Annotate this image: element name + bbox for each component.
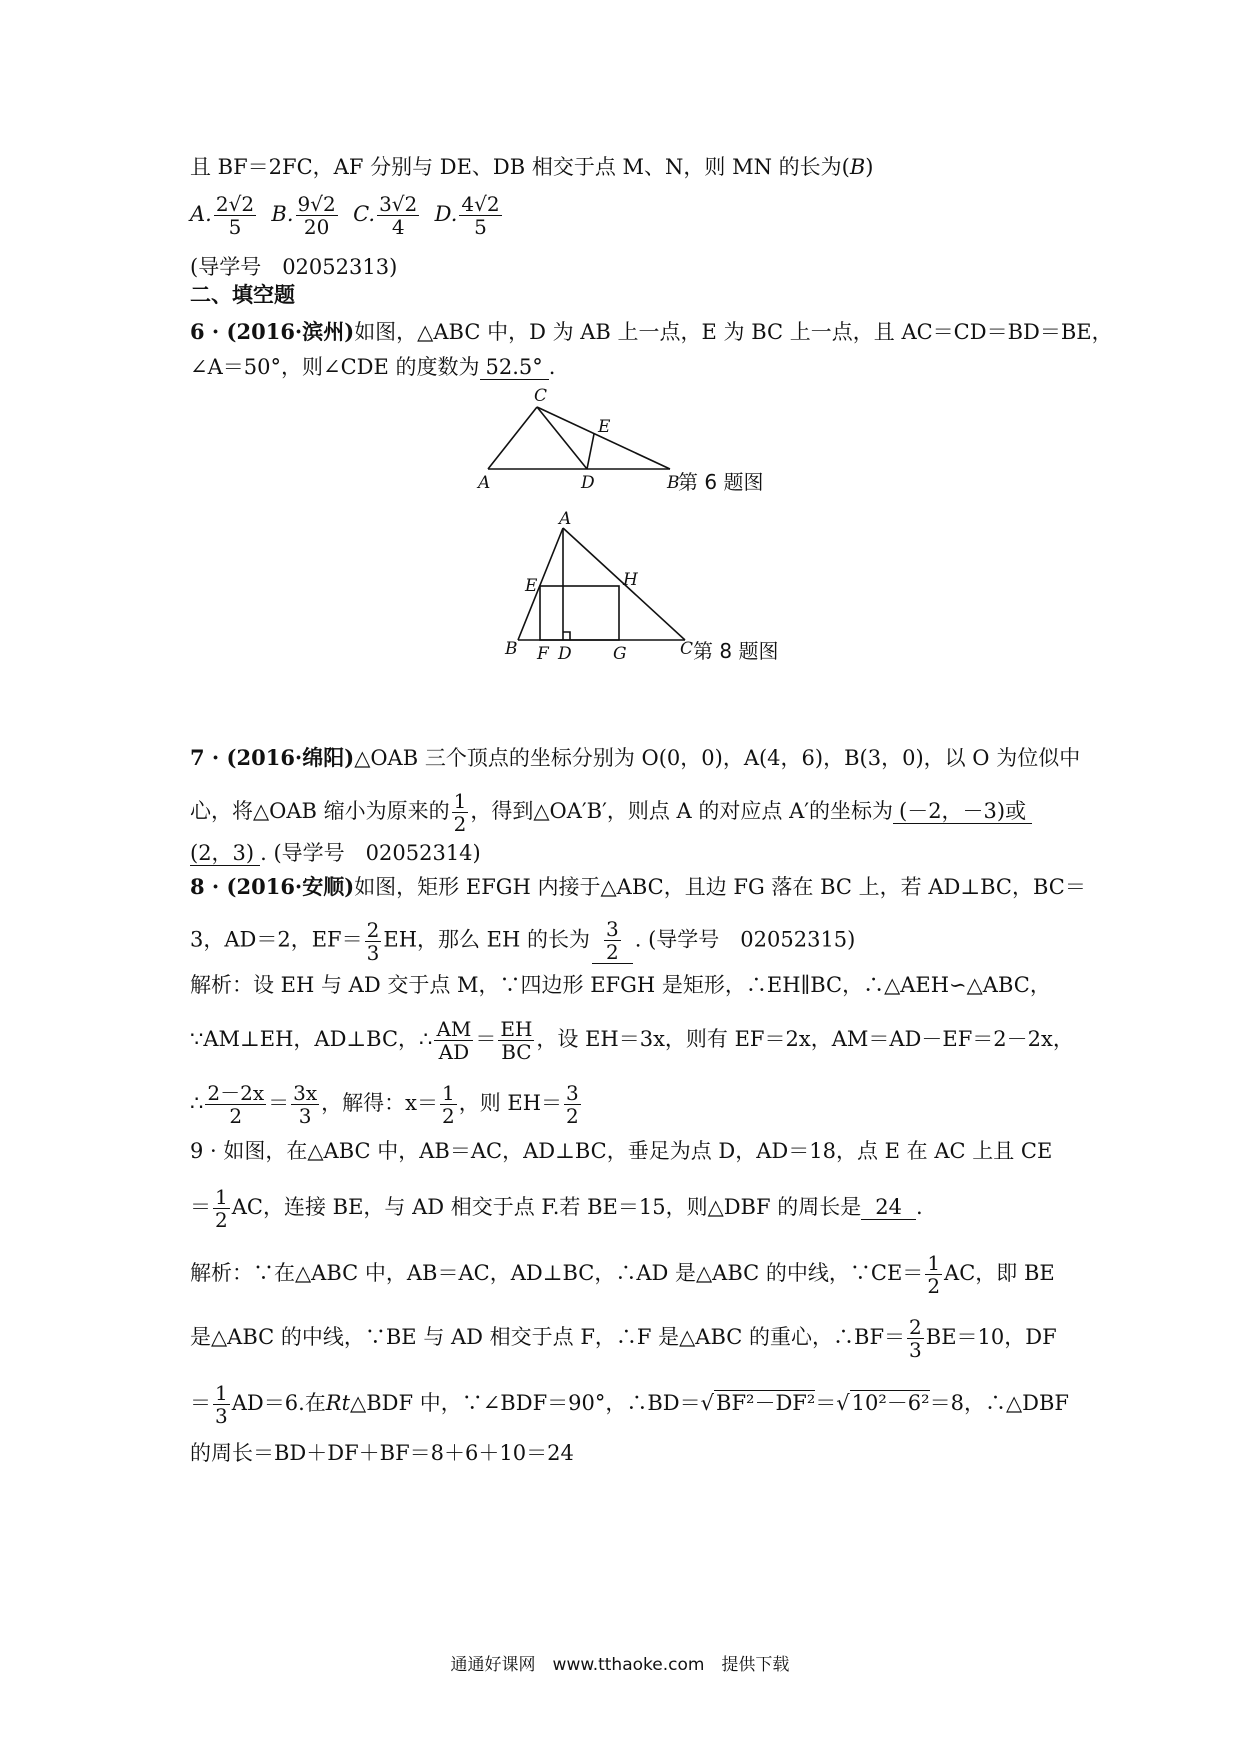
q8-line1 <box>190 872 1086 902</box>
q8-sol3-text-c: ，则 EH＝ <box>458 1091 563 1115</box>
q5-close: ) <box>865 155 874 179</box>
q9-line1: 9 · 如图，在△ABC 中，AB＝AC，AD⊥BC，垂足为点 D，AD＝18，点 E 在 AC 上且 CE <box>190 1139 1053 1163</box>
q8-answer: $\frac{3}{2}$ <box>592 918 633 964</box>
q9-sol3-text-c: △BDF 中，∵∠BDF＝90°，∴BD＝ <box>350 1391 701 1415</box>
q9-sol3-text-a: ＝ <box>190 1391 211 1415</box>
option-d-letter: D. <box>434 202 458 226</box>
q8-sol3-frac1: $\frac{2-2x}{2}$ <box>207 1081 265 1128</box>
q9-sol3-rt: Rt <box>325 1391 351 1415</box>
fig8-point-d: D <box>558 644 572 664</box>
q9-line2 <box>190 1186 923 1231</box>
option-c-letter: C. <box>353 202 376 226</box>
q8-line2 <box>190 918 855 964</box>
fig6-point-e: E <box>598 417 611 437</box>
q8-sol2-eq: ＝ <box>475 1027 497 1051</box>
q9-sol3: ＝ $\frac{1}{3}$ AD＝6.在Rt△BDF 中，∵∠BDF＝90°，∴BD＝√BF²－DF²＝√10²－6²＝8，∴△DBF <box>190 1381 1069 1428</box>
q6-text1: 如图，△ABC 中，D 为 AB 上一点，E 为 BC 上一点，且 AC＝CD＝BD＝BE， <box>354 320 1113 344</box>
q7-line2 <box>190 790 1032 835</box>
fig8-label: 第 8 题图 <box>693 639 779 663</box>
q9-answer: 24 <box>861 1195 916 1220</box>
fig6-point-d: D <box>581 473 595 493</box>
q8-sol2 <box>190 1018 1074 1063</box>
q8-sol2-frac1: $\frac{AM}{AD}$ <box>436 1017 472 1064</box>
fig8-point-f: F <box>537 644 549 664</box>
q9-sol1-frac: $\frac{1}{2}$ <box>927 1251 941 1298</box>
option-a-fraction: $\frac{2√2}{5}$ <box>215 192 255 239</box>
q6-line1 <box>190 317 1113 347</box>
fig6-point-a: A <box>478 473 491 493</box>
q8-sol2-text-a: ∵AM⊥EH，AD⊥BC，∴ <box>190 1027 433 1051</box>
q8-guide: . (导学号 02052315) <box>634 927 856 952</box>
q9-sol3-sqrt1: BF²－DF² <box>716 1391 816 1415</box>
figure-6 <box>470 385 810 495</box>
q7-guide: . (导学号 02052314) <box>260 841 481 865</box>
q9-sol3-sqrt2: 10²－6² <box>851 1391 930 1415</box>
fig6-label: 第 6 题图 <box>678 470 764 494</box>
q7-fraction: $\frac{1}{2}$ <box>453 789 467 836</box>
q9-sol3-text-b: AD＝6.在 <box>231 1391 326 1415</box>
option-d-fraction: $\frac{4√2}{5}$ <box>461 192 500 239</box>
q9-sol3-frac: $\frac{1}{3}$ <box>215 1381 228 1428</box>
q9-fraction: $\frac{1}{2}$ <box>215 1185 228 1232</box>
fig8-point-h: H <box>623 570 638 590</box>
fig8-point-e: E <box>525 576 538 596</box>
q5-options <box>190 193 504 238</box>
q8-text2b: EH，那么 EH 的长为 <box>383 927 590 952</box>
q9-sol3-eq: ＝ <box>815 1391 837 1415</box>
q5-text: 且 BF＝2FC，AF 分别与 DE、DB 相交于点 M、N，则 MN 的长为( <box>190 155 850 179</box>
q9-sol1-text-b: AC，即 BE <box>944 1261 1055 1285</box>
fig8-point-a: A <box>559 510 572 529</box>
q9-end: . <box>915 1195 923 1219</box>
q7-line1 <box>190 743 1080 773</box>
q8-sol1: 解析：设 EH 与 AD 交于点 M，∵四边形 EFGH 是矩形，∴EH∥BC，∴△AEH∽△ABC， <box>190 973 1051 997</box>
q9-sol2-text-a: 是△ABC 的中线，∵BE 与 AD 相交于点 F，∴F 是△ABC 的重心，∴BF＝ <box>190 1325 906 1349</box>
q8-fraction-ef: $\frac{2}{3}$ <box>366 917 380 965</box>
option-c-fraction: $\frac{3√2}{4}$ <box>379 192 418 239</box>
q5-guide: (导学号 02052313) <box>190 255 398 279</box>
q9-sol2 <box>190 1316 1057 1361</box>
q8-sol2-frac2: $\frac{EH}{BC}$ <box>500 1017 533 1064</box>
fig6-point-b: B <box>667 473 680 493</box>
q9-text2b: AC，连接 BE，与 AD 相交于点 F.若 BE＝15，则△DBF 的周长是 <box>231 1195 862 1219</box>
fig8-point-b: B <box>505 639 518 659</box>
q8-text2a: 3，AD＝2，EF＝ <box>190 927 363 952</box>
q9-text2a: ＝ <box>190 1195 211 1219</box>
q9-sol2-text-b: BE＝10，DF <box>925 1325 1057 1349</box>
q5-answer: B <box>849 155 866 179</box>
option-b-letter: B. <box>271 202 294 226</box>
q5-line <box>190 152 874 182</box>
q6-text2: ∠A＝50°，则∠CDE 的度数为 <box>190 355 480 379</box>
q8-sol3-eq: ＝ <box>268 1091 290 1115</box>
q8-text1: 如图，矩形 EFGH 内接于△ABC，且边 FG 落在 BC 上，若 AD⊥BC，BC＝ <box>354 875 1086 899</box>
q8-sol3-frac2: $\frac{3x}{3}$ <box>293 1081 318 1128</box>
q7-answer-b: (2，3) <box>190 841 260 866</box>
footer: 通通好课网 www.tthaoke.com 提供下载 <box>450 1655 790 1675</box>
fig8-point-g: G <box>613 644 627 664</box>
figure-8 <box>495 510 795 670</box>
q7-line3 <box>190 838 481 868</box>
q7-answer-a: (－2，－3)或 <box>893 799 1032 824</box>
fig8-point-c: C <box>680 639 694 659</box>
q8-sol3-text-b: ，解得：x＝ <box>321 1091 438 1115</box>
q9-sol1 <box>190 1252 1055 1297</box>
q6-line2: ∠A＝50°，则∠CDE 的度数为 52.5° . <box>190 355 556 379</box>
option-b-fraction: $\frac{9√2}{20}$ <box>297 192 336 239</box>
q8-source: 8 · (2016·安顺) <box>190 874 355 899</box>
q8-sol3-frac4: $\frac{3}{2}$ <box>566 1081 579 1128</box>
q8-sol3 <box>190 1082 583 1127</box>
q9-sol3-text-e: ＝8，∴△DBF <box>929 1391 1069 1415</box>
q7-text2b: ，得到△OA′B′，则点 A 的对应点 A′的坐标为 <box>470 799 893 823</box>
q6-answer: 52.5° <box>480 355 549 380</box>
q8-sol3-frac3: $\frac{1}{2}$ <box>441 1081 455 1128</box>
q8-sol2-text-b: ，设 EH＝3x，则有 EF＝2x，AM＝AD－EF＝2－2x， <box>536 1027 1074 1051</box>
q6-source: 6 · (2016·滨州) <box>190 319 355 344</box>
q8-sol3-text-a: ∴ <box>190 1091 204 1115</box>
q9-sol2-frac: $\frac{2}{3}$ <box>909 1315 922 1362</box>
q7-source: 7 · (2016·绵阳) <box>190 745 355 770</box>
q9-sol1-text-a: 解析：∵在△ABC 中，AB＝AC，AD⊥BC，∴AD 是△ABC 的中线，∵CE＝ <box>190 1261 924 1285</box>
q7-text1: △OAB 三个顶点的坐标分别为 O(0，0)，A(4，6)，B(3，0)，以 O 为位似中 <box>354 746 1081 770</box>
option-a-letter: A. <box>190 202 212 226</box>
section-title: 二、填空题 <box>190 282 295 307</box>
fig6-point-c: C <box>534 386 548 406</box>
q7-text2a: 心，将△OAB 缩小为原来的 <box>190 799 450 823</box>
q9-sol4: 的周长＝BD＋DF＋BF＝8＋6＋10＝24 <box>190 1441 574 1465</box>
